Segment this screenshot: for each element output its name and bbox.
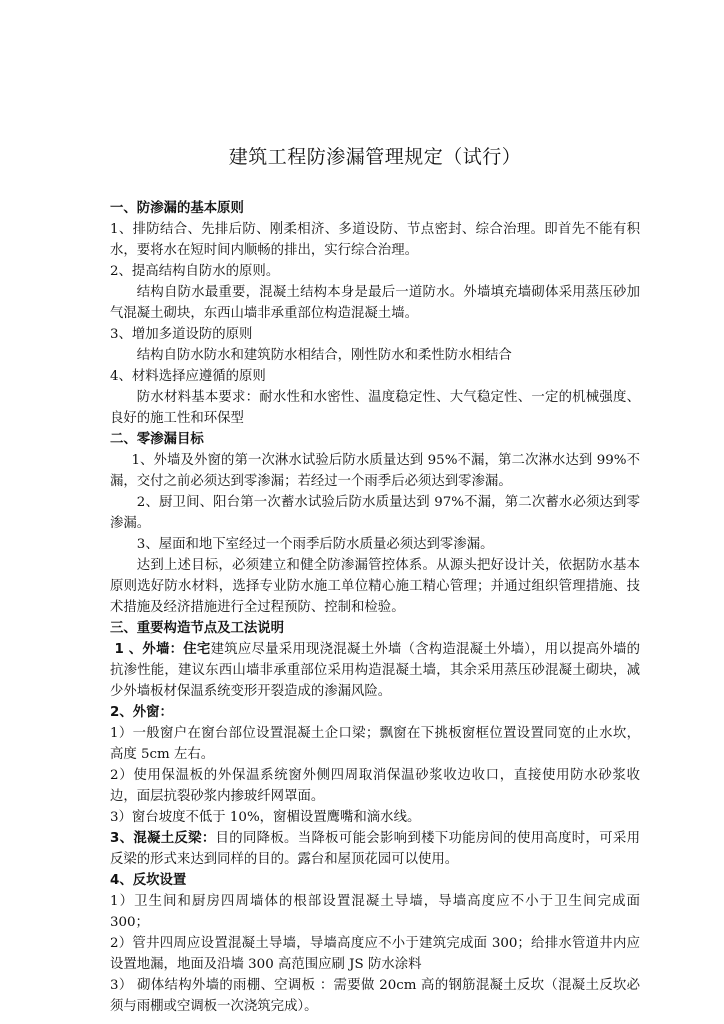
subheading-curb-setting: 4、反坎设置 [110,873,187,888]
document-title: 建筑工程防渗漏管理规定（试行） [228,146,522,168]
list-item: 3） 砌体结构外墙的雨棚、空调板 ：需要做 20cm 高的钢筋混凝土反坎（混凝土反坎必须与雨棚或空调板一次浇筑完成）。 [110,978,640,1014]
paragraph-concrete-beam [110,828,640,870]
list-item: 1）一般窗户在窗台部位设置混凝土企口梁；飘窗在下挑板窗框位置设置同宽的止水坎，高度 5cm 左右。 [110,726,640,762]
text-exterior-wall: 建筑应尽量采用现浇混凝土外墙（含构造混凝土外墙），用以提高外墙的抗渗性能，建议东西山墙非承重部位采用构造混凝土墙，其余采用蒸压砂混凝土砌块，减少外墙板材保温系统变形开裂造成的渗漏风险。 [110,642,641,699]
paragraph: 结构自防水防水和建筑防水相结合，刚性防水和柔性防水相结合 [136,348,512,363]
list-item: 1）卫生间和厨房四周墙体的根部设置混凝土导墙，导墙高度应不小于卫生间完成面 300； [110,894,640,930]
label-residential: 住宅 [183,642,211,657]
document-page [110,144,640,1017]
paragraph: 1、排防结合、先排后防、刚柔相济、多道设防、节点密封、综合治理。即首先不能有积水，要将水在短时间内顺畅的排出，实行综合治理。 [110,222,640,258]
subheading: 4、材料选择应遵循的原则 [110,369,266,384]
paragraph: 2、厨卫间、阳台第一次蓄水试验后防水质量达到 97%不漏，第二次蓄水必须达到零渗漏。 [110,495,640,531]
paragraph: 防水材料基本要求：耐水性和水密性、温度稳定性、大气稳定性、一定的机械强度、良好的施工性和环保型 [110,390,640,426]
label-concrete-beam: 3、混凝土反梁： [110,831,216,846]
section-heading-zero-leak-target: 二、零渗漏目标 [110,432,204,447]
label-exterior-wall: 1 、外墙： [114,642,184,657]
list-item: 3）窗台坡度不低于 10%，窗楣设置鹰嘴和滴水线。 [110,810,421,825]
section-heading-principles: 一、防渗漏的基本原则 [110,201,244,216]
subheading: 2、提高结构自防水的原则。 [110,264,280,279]
subheading: 3、增加多道设防的原则 [110,327,253,342]
paragraph-exterior-wall [110,639,640,702]
paragraph: 3、屋面和地下室经过一个雨季后防水质量必须达到零渗漏。 [136,537,494,552]
subheading-exterior-window: 2、外窗： [110,705,173,720]
paragraph: 达到上述目标，必须建立和健全防渗漏管控体系。从源头把好设计关，依据防水基本原则选好防水材料，选择专业防水施工单位精心施工精心管理；并通过组织管理措施、技术措施及经济措施进行全过程预防、控制和检验。 [110,558,640,615]
list-item: 2）使用保温板的外保温系统窗外侧四周取消保温砂浆收边收口，直接使用防水砂浆收边，面层抗裂砂浆内掺玻纤网罩面。 [110,768,640,804]
list-item: 2）管井四周应设置混凝土导墙，导墙高度应不小于建筑完成面 300；给排水管道井内应设置地漏，地面及沿墙 300 高范围应刷 JS 防水涂料 [110,936,640,972]
text-concrete-beam: 目的同降板。当降板可能会影响到楼下功能房间的使用高度时，可采用反梁的形式来达到同样的目的。露台和屋顶花园可以使用。 [110,831,640,867]
paragraph: 结构自防水最重要，混凝土结构本身是最后一道防水。外墙填充墙砌体采用蒸压砂加气混凝土砌块，东西山墙非承重部位构造混凝土墙。 [110,285,640,321]
section-heading-construction-nodes: 三、重要构造节点及工法说明 [110,621,285,636]
paragraph: 1、外墙及外窗的第一次淋水试验后防水质量达到 95%不漏，第二次淋水达到 99%不漏，交付之前必须达到零渗漏；若经过一个雨季后必须达到零渗漏。 [110,453,640,489]
